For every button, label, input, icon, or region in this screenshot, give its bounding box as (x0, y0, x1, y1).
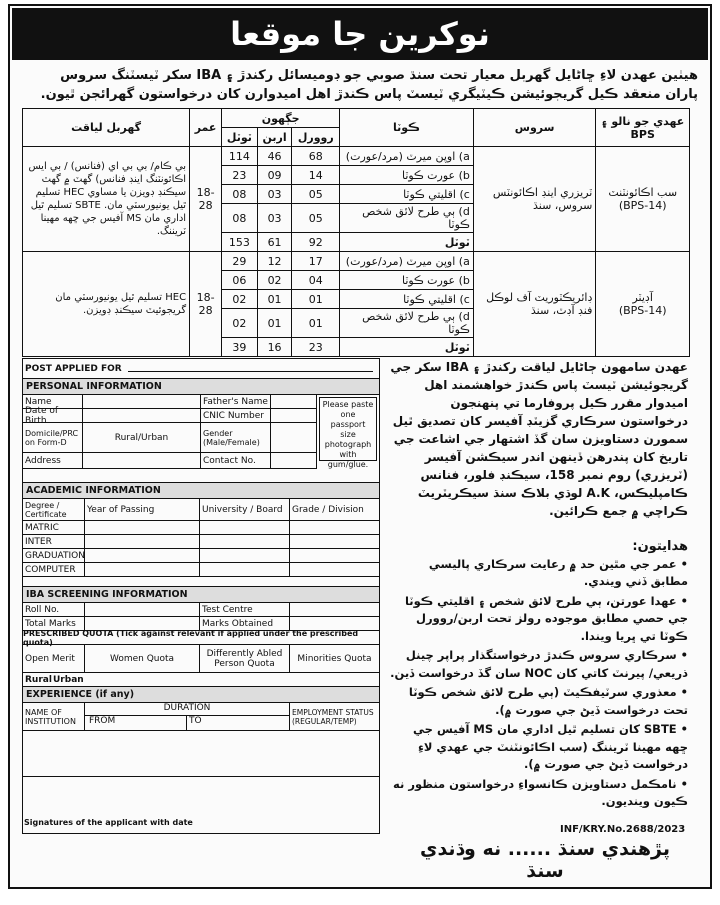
quota-label: b) عورت ڪوٽا (340, 271, 474, 290)
iba-heading: IBA SCREENING INFORMATION (23, 587, 379, 603)
rural-cell: 23 (292, 338, 340, 357)
total-cell: 39 (222, 338, 258, 357)
footer-slogan: پڙهندي سنڌ ...... نه وڌندي سنڌ (420, 838, 670, 882)
rural-cell: 92 (292, 233, 340, 252)
quota-label: c) اقليتي ڪوٽا (340, 185, 474, 204)
urban-cell: 46 (257, 147, 292, 166)
test-centre-label: Test Centre (200, 603, 290, 616)
marks-obtained-label: Marks Obtained (200, 617, 290, 630)
matric-year-field[interactable] (85, 521, 200, 534)
header-quota: ڪوٽا (340, 109, 474, 147)
urban-option[interactable]: Urban (53, 674, 84, 685)
urban-cell: 09 (257, 166, 292, 185)
rural-cell: 05 (292, 204, 340, 233)
cnic-field[interactable] (271, 409, 317, 422)
header-total: ٽوٽل (222, 128, 258, 147)
experience-entry-area[interactable] (23, 731, 379, 777)
urban-cell: 12 (257, 252, 292, 271)
fathers-name-label: Father's Name (201, 395, 271, 408)
notes-title: هدايتون: (632, 539, 688, 554)
degree-label: Degree / Certificate (23, 499, 85, 520)
matric-grade-field[interactable] (290, 521, 379, 534)
urban-cell: 01 (257, 290, 292, 309)
post-bps: (BPS-14) (618, 199, 667, 212)
matric-board-field[interactable] (200, 521, 290, 534)
total-cell: 23 (222, 166, 258, 185)
note-item: • معذوري سرٽيفڪيٽ (ٻي طرح لائق شخص ڪوٽا تحت درخواست ڏيڻ جي صورت ۾). (388, 684, 688, 719)
institution-label: NAME OF INSTITUTION (23, 703, 85, 730)
ad-title: نوکرين جا موقعا (12, 8, 708, 60)
jobs-table (22, 108, 690, 357)
contact-label: Contact No. (201, 453, 271, 468)
rural-cell: 04 (292, 271, 340, 290)
note-item: • سرڪاري سروس ڪندڙ درخواستگذار پراپر چينل ذريعي/ پيرنٽ کاتي کان NOC سان گڏ درخواست ڏين. (388, 647, 688, 682)
header-age: عمر (190, 109, 222, 147)
service-cell: ڊائريڪٽوريٽ آف لوڪل فنڊ آڊٽ، سنڌ (473, 252, 596, 357)
urban-cell: 03 (257, 185, 292, 204)
graduation-grade-field[interactable] (290, 549, 379, 562)
total-cell: 153 (222, 233, 258, 252)
rural-urban-field[interactable]: Rural/Urban (83, 423, 201, 452)
quota-label: b) عورت ڪوٽا (340, 166, 474, 185)
submission-instructions: عهدن سامهون ڄاڻايل لياقت رکندڙ ۽ IBA سکر جي گريجوئيشن ٽيسٽ پاس ڪندڙ خواهشمند اهل اميدوار مقرر ڪيل پروفارما تي پنهنجون درخواستون سرڪاري گزيٽڊ آفيسر کان تصديق ٿيل سمورن دستاويزن سان گڏ اشتهار جي اشاعت جي تاريخ کان پندرهن ڏينهن اندر سيڪشن آفيسر (ٽريزري) روم نمبر 158، سيڪنڊ فلور، فنانس ڪامپليڪس، A.K لوڌي بلاڪ سنڌ سيڪريٽريٽ ڪراچي ۾ جمع ڪرائين. (390, 360, 688, 518)
total-cell: 06 (222, 271, 258, 290)
post-cell (596, 147, 690, 252)
address-field[interactable] (83, 453, 201, 468)
graduation-university-field[interactable] (200, 549, 290, 562)
minorities-quota-option[interactable]: Minorities Quota (297, 653, 372, 664)
personal-info-heading: PERSONAL INFORMATION (23, 379, 379, 395)
note-item: • SBTE کان تسليم ٿيل اداري مان MS آفيس جي ڇهه مهينا ٽريننگ (سب اڪائونٽنٽ جي عهدي لاءِ درخواست ڏيڻ جي صورت ۾). (388, 721, 688, 774)
post-applied-label: POST APPLIED FOR (25, 363, 122, 374)
header-post: عهدي جو نالو ۽ BPS (596, 109, 690, 147)
duration-label: DURATION (85, 703, 289, 716)
computer-grade-field[interactable] (290, 563, 379, 576)
post-bps: (BPS-14) (618, 304, 667, 317)
rural-cell: 17 (292, 252, 340, 271)
quota-label: ٽوٽل (340, 233, 474, 252)
note-item: • عهدا عورتن، ٻي طرح لائق شخص ۽ اقليتي ڪوٽا جي حصي مطابق موجوده رولز تحت اربن/روورل ڪوٽا تي ڀريا ويندا. (388, 593, 688, 646)
qualification-cell: HEC تسليم ٿيل يونيورسٽي مان گريجوئيٽ سيڪنڊ ڊويزن. (23, 252, 190, 357)
domicile-label: Domicile/PRC on Form-D (23, 423, 83, 452)
cnic-label: CNIC Number (201, 409, 271, 422)
quota-label: ٽوٽل (340, 338, 474, 357)
quota-label: d) ٻي طرح لائق شخص ڪوٽا (340, 309, 474, 338)
quota-label: a) اوپن ميرٽ (مرد/عورت) (340, 147, 474, 166)
rural-option[interactable]: Rural (25, 674, 52, 685)
photo-box[interactable]: Please paste one passport size photograph with gum/glue. (319, 397, 377, 461)
quota-label: d) ٻي طرح لائق شخص ڪوٽا (340, 204, 474, 233)
open-merit-option[interactable]: Open Merit (23, 645, 85, 672)
graduation-label: GRADUATION (25, 550, 85, 561)
total-cell: 114 (222, 147, 258, 166)
total-marks-label: Total Marks (23, 617, 85, 630)
rural-cell: 01 (292, 290, 340, 309)
post-applied-row (23, 359, 379, 379)
dob-label: Date of Birth (23, 409, 83, 422)
service-cell: ٽريزري اينڊ اڪائونٽس سروس، سنڌ (473, 147, 596, 252)
academic-heading: ACADEMIC INFORMATION (23, 483, 379, 499)
note-item: • عمر جي مٿين حد ۾ رعايت سرڪاري پاليسي مطابق ڏني ويندي. (388, 556, 688, 591)
total-cell: 02 (222, 290, 258, 309)
fathers-name-field[interactable] (271, 395, 317, 408)
to-label: TO (189, 716, 202, 726)
rural-cell: 68 (292, 147, 340, 166)
disabled-quota-option[interactable]: Differently Abled Person Quota (200, 645, 290, 672)
urban-cell: 01 (257, 309, 292, 338)
grade-label: Grade / Division (292, 504, 364, 515)
test-centre-field[interactable] (290, 603, 379, 616)
name-field[interactable] (83, 395, 201, 408)
inter-board-field[interactable] (200, 535, 290, 548)
gender-field[interactable] (271, 423, 317, 452)
women-quota-option[interactable]: Women Quota (85, 645, 200, 672)
header-rural: روورل (292, 128, 340, 147)
urban-cell: 03 (257, 204, 292, 233)
notes-section (388, 538, 688, 813)
notes-list (388, 556, 688, 811)
header-service: سروس (473, 109, 596, 147)
urban-cell: 02 (257, 271, 292, 290)
from-label: FROM (87, 716, 187, 730)
personal-info-section (23, 395, 379, 483)
qualification-cell: بي ڪام/ بي بي اي (فنانس) / بي ايس اڪائونٽنگ اينڊ فنانس) گهٽ ۾ گهٽ سيڪنڊ ڊويزن يا مساوي HEC تسليم ٿيل يونيورسٽي مان. SBTE تسليم ٿيل اداري مان MS آفيس جي ڇهه مهينا ٽريننگ. (23, 147, 190, 252)
dob-field[interactable] (83, 409, 201, 422)
age-cell: 18-28 (190, 147, 222, 252)
total-cell: 08 (222, 204, 258, 233)
note-item: • نامڪمل دستاويزن ڪانسواءِ درخواستون منظور نه ڪيون وينديون. (388, 776, 688, 811)
inter-year-field[interactable] (85, 535, 200, 548)
computer-label: COMPUTER (23, 563, 85, 576)
post-name: سب اڪائونٽنٽ (608, 186, 678, 199)
inter-label: INTER (23, 535, 85, 548)
total-cell: 02 (222, 309, 258, 338)
employment-status-label: EMPLOYMENT STATUS (REGULAR/TEMP) (292, 707, 374, 726)
total-cell: 29 (222, 252, 258, 271)
intro-text: هيٺين عهدن لاءِ ڇاڻايل گهربل معيار تحت سنڌ صوبي جو ڊوميسائل رکندڙ ۽ IBA سکر ٽيسٽنگ سروس پاران منعقد ڪيل گريجوئيشن ڪيٽيگري ٽيسٽ پاس ڪندڙ اهل اميدوارن کان درخواستون گهرائجن ٿيون. (40, 68, 698, 102)
rural-cell: 01 (292, 309, 340, 338)
university-label: University / Board (200, 499, 290, 520)
inter-grade-field[interactable] (290, 535, 379, 548)
matric-label: MATRIC (23, 521, 85, 534)
quota-label: a) اوپن ميرٽ (مرد/عورت) (340, 252, 474, 271)
contact-field[interactable] (271, 453, 317, 468)
header-qualification: گهربل لياقت (23, 109, 190, 147)
post-name: آڊيٽر (632, 291, 653, 304)
gender-label: Gender (Male/Female) (201, 423, 271, 452)
post-applied-field[interactable] (128, 362, 373, 372)
reference-number: INF/KRY.No.2688/2023 (560, 824, 686, 835)
rural-cell: 05 (292, 185, 340, 204)
year-label: Year of Passing (85, 499, 200, 520)
quota-heading: PRESCRIBED QUOTA (Tick against relevant if applied under the prescribed quota) (23, 631, 379, 645)
quota-label: c) اقليتي ڪوٽا (340, 290, 474, 309)
post-cell (596, 252, 690, 357)
name-label: Name (23, 395, 83, 408)
rural-cell: 14 (292, 166, 340, 185)
application-form (22, 358, 380, 834)
header-posts: جڳهون (222, 109, 340, 128)
computer-board-field[interactable] (200, 563, 290, 576)
graduation-year-field[interactable] (85, 549, 200, 562)
signature-label: Signatures of the applicant with date (24, 818, 193, 827)
computer-year-field[interactable] (85, 563, 200, 576)
roll-field[interactable] (85, 603, 200, 616)
roll-label: Roll No. (23, 603, 85, 616)
urban-cell: 16 (257, 338, 292, 357)
age-cell: 18-28 (190, 252, 222, 357)
total-cell: 08 (222, 185, 258, 204)
urban-cell: 61 (257, 233, 292, 252)
experience-heading: EXPERIENCE (if any) (23, 687, 379, 703)
header-urban: اربن (257, 128, 292, 147)
address-label: Address (23, 453, 83, 468)
